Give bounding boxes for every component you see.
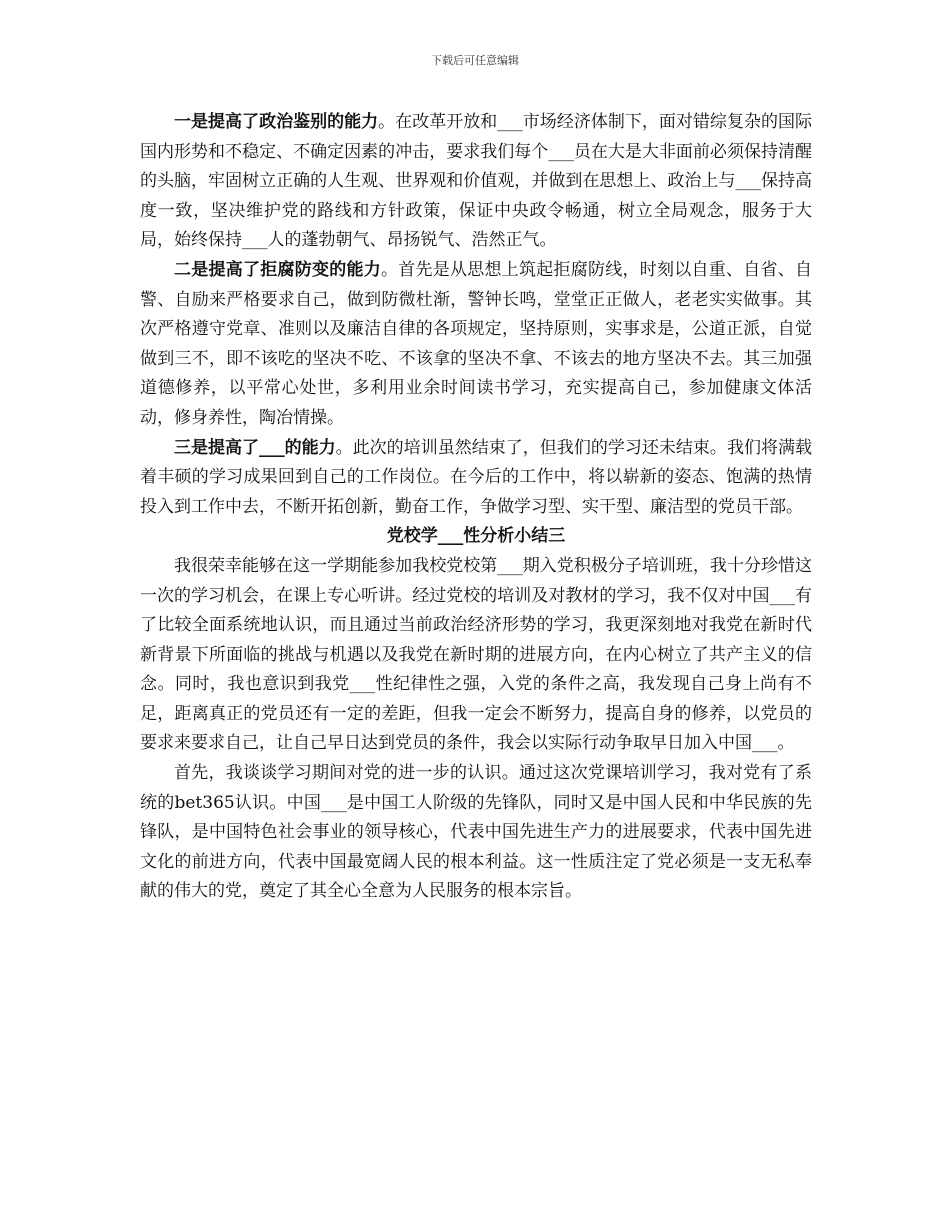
page-header: 下载后可任意编辑: [431, 54, 519, 67]
paragraph-anti-corruption: [140, 256, 812, 434]
paragraph-lead: 二是提高了拒腐防变的能力: [174, 259, 381, 280]
paragraph-political-judgment: [140, 108, 812, 256]
paragraph-lead: 三是提高了___的能力: [174, 437, 336, 458]
document-body: [140, 108, 812, 907]
paragraph-text: 。此次的培训虽然结束了，但我们的学习还未结束。我们将满载着丰硕的学习成果回到自己的工作岗位。在今后的工作中，将以崭新的姿态、饱满的热情投入到工作中去，不断开拓创新，勤奋工作，争做学习型、实干型、廉洁型的党员干部。: [140, 437, 812, 517]
body-paragraph: 首先，我谈谈学习期间对党的进一步的认识。通过这次党课培训学习，我对党有了系统的bet365认识。中国___是中国工人阶级的先锋队，同时又是中国人民和中华民族的先锋队，是中国特色社会事业的领导核心，代表中国先进生产力的进展要求，代表中国先进文化的前进方向，代表中国最宽阔人民的根本利益。这一性质注定了党必须是一支无私奉献的伟大的党，奠定了其全心全意为人民服务的根本宗旨。: [140, 763, 812, 902]
paragraph-ability-three: [140, 434, 812, 523]
paragraph-lead: 一是提高了政治鉴别的能力: [174, 112, 379, 132]
paragraph-text: 。在改革开放和___市场经济体制下，面对错综复杂的国际国内形势和不稳定、不确定因素的冲击，要求我们每个___员在大是大非面前必须保持清醒的头脑，牢固树立正确的人生观、世界观和价值观，并做到在思想上、政治上与___保持高度一致，坚决维护党的路线和方针政策，保证中央政令畅通，树立全局观念，服务于大局，始终保持___人的蓬勃朝气、昂扬锐气、浩然正气。: [140, 112, 813, 251]
body-paragraph: 我很荣幸能够在这一学期能参加我校党校第___期入党积极分子培训班，我十分珍惜这一次的学习机会，在课上专心听讲。经过党校的培训及对教材的学习，我不仅对中国___有了比较全面系统地认识，而且通过当前政治经济形势的学习，我更深刻地对我党在新时代新背景下所面临的挑战与机遇以及我党在新时期的进展方向，在内心树立了共产主义的信念。同时，我也意识到我党___性纪律性之强，入党的条件之高，我发现自己身上尚有不足，距离真正的党员还有一定的差距，但我一定会不断努力，提高自身的修养，以党员的要求来要求自己，让自己早日达到党员的条件，我会以实际行动争取早日加入中国___。: [140, 555, 812, 754]
paragraph-text: 。首先是从思想上筑起拒腐防线，时刻以自重、自省、自警、自励来严格要求自己，做到防微杜渐，警钟长鸣，堂堂正正做人，老老实实做事。其次严格遵守党章、准则以及廉洁自律的各项规定，坚持原则，实事求是，公道正派，自觉做到三不，即不该吃的坚决不吃、不该拿的坚决不拿、不该去的地方坚决不去。其三加强道德修养，以平常心处世，多利用业余时间读书学习，充实提高自己，参加健康文体活动，修身养性，陶冶情操。: [140, 259, 812, 428]
section-title: 党校学___性分析小结三: [386, 526, 566, 547]
